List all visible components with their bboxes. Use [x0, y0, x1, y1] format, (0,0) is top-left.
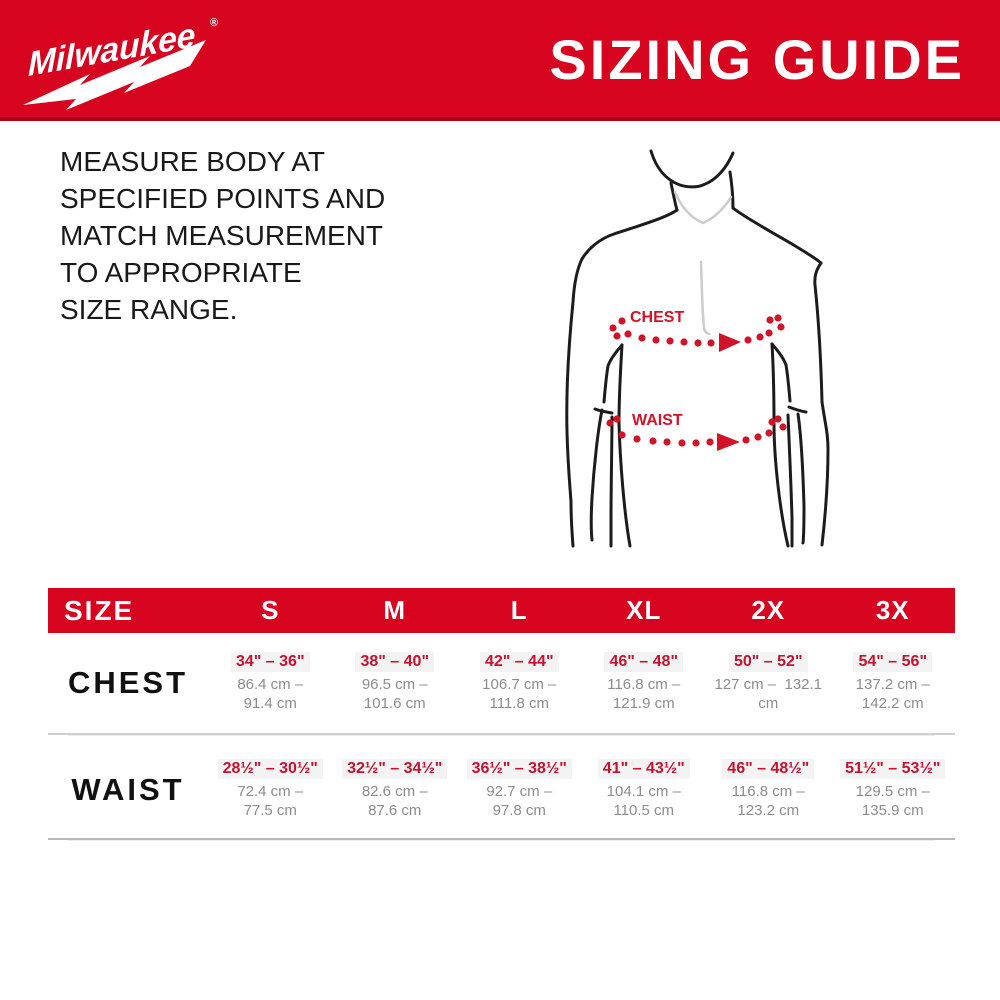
logo-registered-mark: ®	[210, 17, 219, 29]
table-row-chest	[48, 633, 955, 735]
chest-xl-inches: 46" – 48"	[604, 652, 683, 672]
intro-line: SIZE RANGE.	[60, 294, 238, 325]
col-header-xl: XL	[626, 595, 662, 625]
waist-xl-inches: 41" – 43½"	[598, 759, 690, 779]
chest-l-cm: 106.7 cm – 111.8 cm	[482, 676, 557, 712]
chest-arrow-icon	[719, 333, 741, 352]
waist-s-cm: 72.4 cm – 77.5 cm	[237, 783, 304, 819]
banner	[0, 0, 1000, 121]
waist-l-inches: 36½" – 38½"	[467, 759, 572, 779]
row-label-waist: WAIST	[71, 771, 185, 807]
waist-2x-cm: 116.8 cm – 123.2 cm	[731, 783, 805, 819]
intro-line: MEASURE BODY AT	[60, 146, 326, 177]
figure-illustration	[520, 130, 940, 560]
col-header-m: M	[383, 595, 407, 625]
chest-2x-cm: 127 cm – 132.1 cm	[714, 676, 823, 712]
cell-chest-s	[208, 652, 333, 713]
cell-chest-3x	[831, 652, 956, 713]
milwaukee-logo	[20, 4, 232, 114]
waist-s-inches: 28½" – 30½"	[218, 759, 323, 779]
waist-m-cm: 82.6 cm – 87.6 cm	[361, 783, 428, 819]
cell-chest-l	[457, 652, 582, 713]
table-row-waist	[48, 735, 955, 840]
chest-s-inches: 34" – 36"	[231, 652, 310, 672]
size-table-header	[48, 588, 955, 633]
waist-label: WAIST	[632, 412, 683, 429]
intro-line: MATCH MEASUREMENT	[60, 220, 384, 251]
cell-waist-l	[457, 759, 582, 820]
col-header-s: S	[261, 595, 280, 625]
chest-m-cm: 96.5 cm – 101.6 cm	[361, 676, 428, 712]
waist-m-inches: 32½" – 34½"	[342, 759, 447, 779]
waist-xl-cm: 104.1 cm – 110.5 cm	[606, 783, 681, 819]
chest-3x-cm: 137.2 cm – 142.2 cm	[855, 676, 930, 712]
logo-wordmark: Milwaukee	[28, 16, 196, 85]
page-title: SIZING GUIDE	[549, 28, 965, 91]
waist-2x-inches: 46" – 48½"	[722, 759, 814, 779]
chest-2x-inches: 50" – 52"	[729, 652, 808, 672]
chest-l-inches: 42" – 44"	[480, 652, 559, 672]
chest-m-inches: 38" – 40"	[355, 652, 434, 672]
cell-chest-m	[333, 652, 458, 713]
waist-3x-cm: 129.5 cm – 135.9 cm	[855, 783, 930, 819]
col-header-2x: 2X	[751, 595, 786, 625]
size-table	[48, 588, 955, 840]
intro-text	[60, 143, 385, 328]
intro-line: SPECIFIED POINTS AND	[60, 183, 386, 214]
cell-waist-2x	[706, 759, 831, 820]
chest-label: CHEST	[630, 309, 685, 326]
cell-waist-m	[333, 759, 458, 820]
chest-s-cm: 86.4 cm – 91.4 cm	[237, 676, 304, 712]
col-header-size: SIZE	[64, 594, 135, 626]
cell-waist-xl	[582, 759, 707, 820]
torso-outline	[567, 151, 828, 546]
row-label-chest: CHEST	[67, 664, 189, 700]
intro-line: TO APPROPRIATE	[60, 257, 302, 288]
cell-chest-2x	[706, 652, 831, 713]
waist-l-cm: 92.7 cm – 97.8 cm	[486, 783, 553, 819]
chest-3x-inches: 54" – 56"	[853, 652, 932, 672]
waist-3x-inches: 51½" – 53½"	[840, 759, 945, 779]
torso-diagram	[520, 130, 940, 560]
col-header-l: L	[510, 595, 528, 625]
col-header-3x: 3X	[875, 595, 910, 625]
cell-waist-s	[208, 759, 333, 820]
waist-arrow-icon	[717, 433, 740, 451]
cell-waist-3x	[831, 759, 956, 820]
cell-chest-xl	[582, 652, 707, 713]
chest-xl-cm: 116.8 cm – 121.9 cm	[607, 676, 681, 712]
